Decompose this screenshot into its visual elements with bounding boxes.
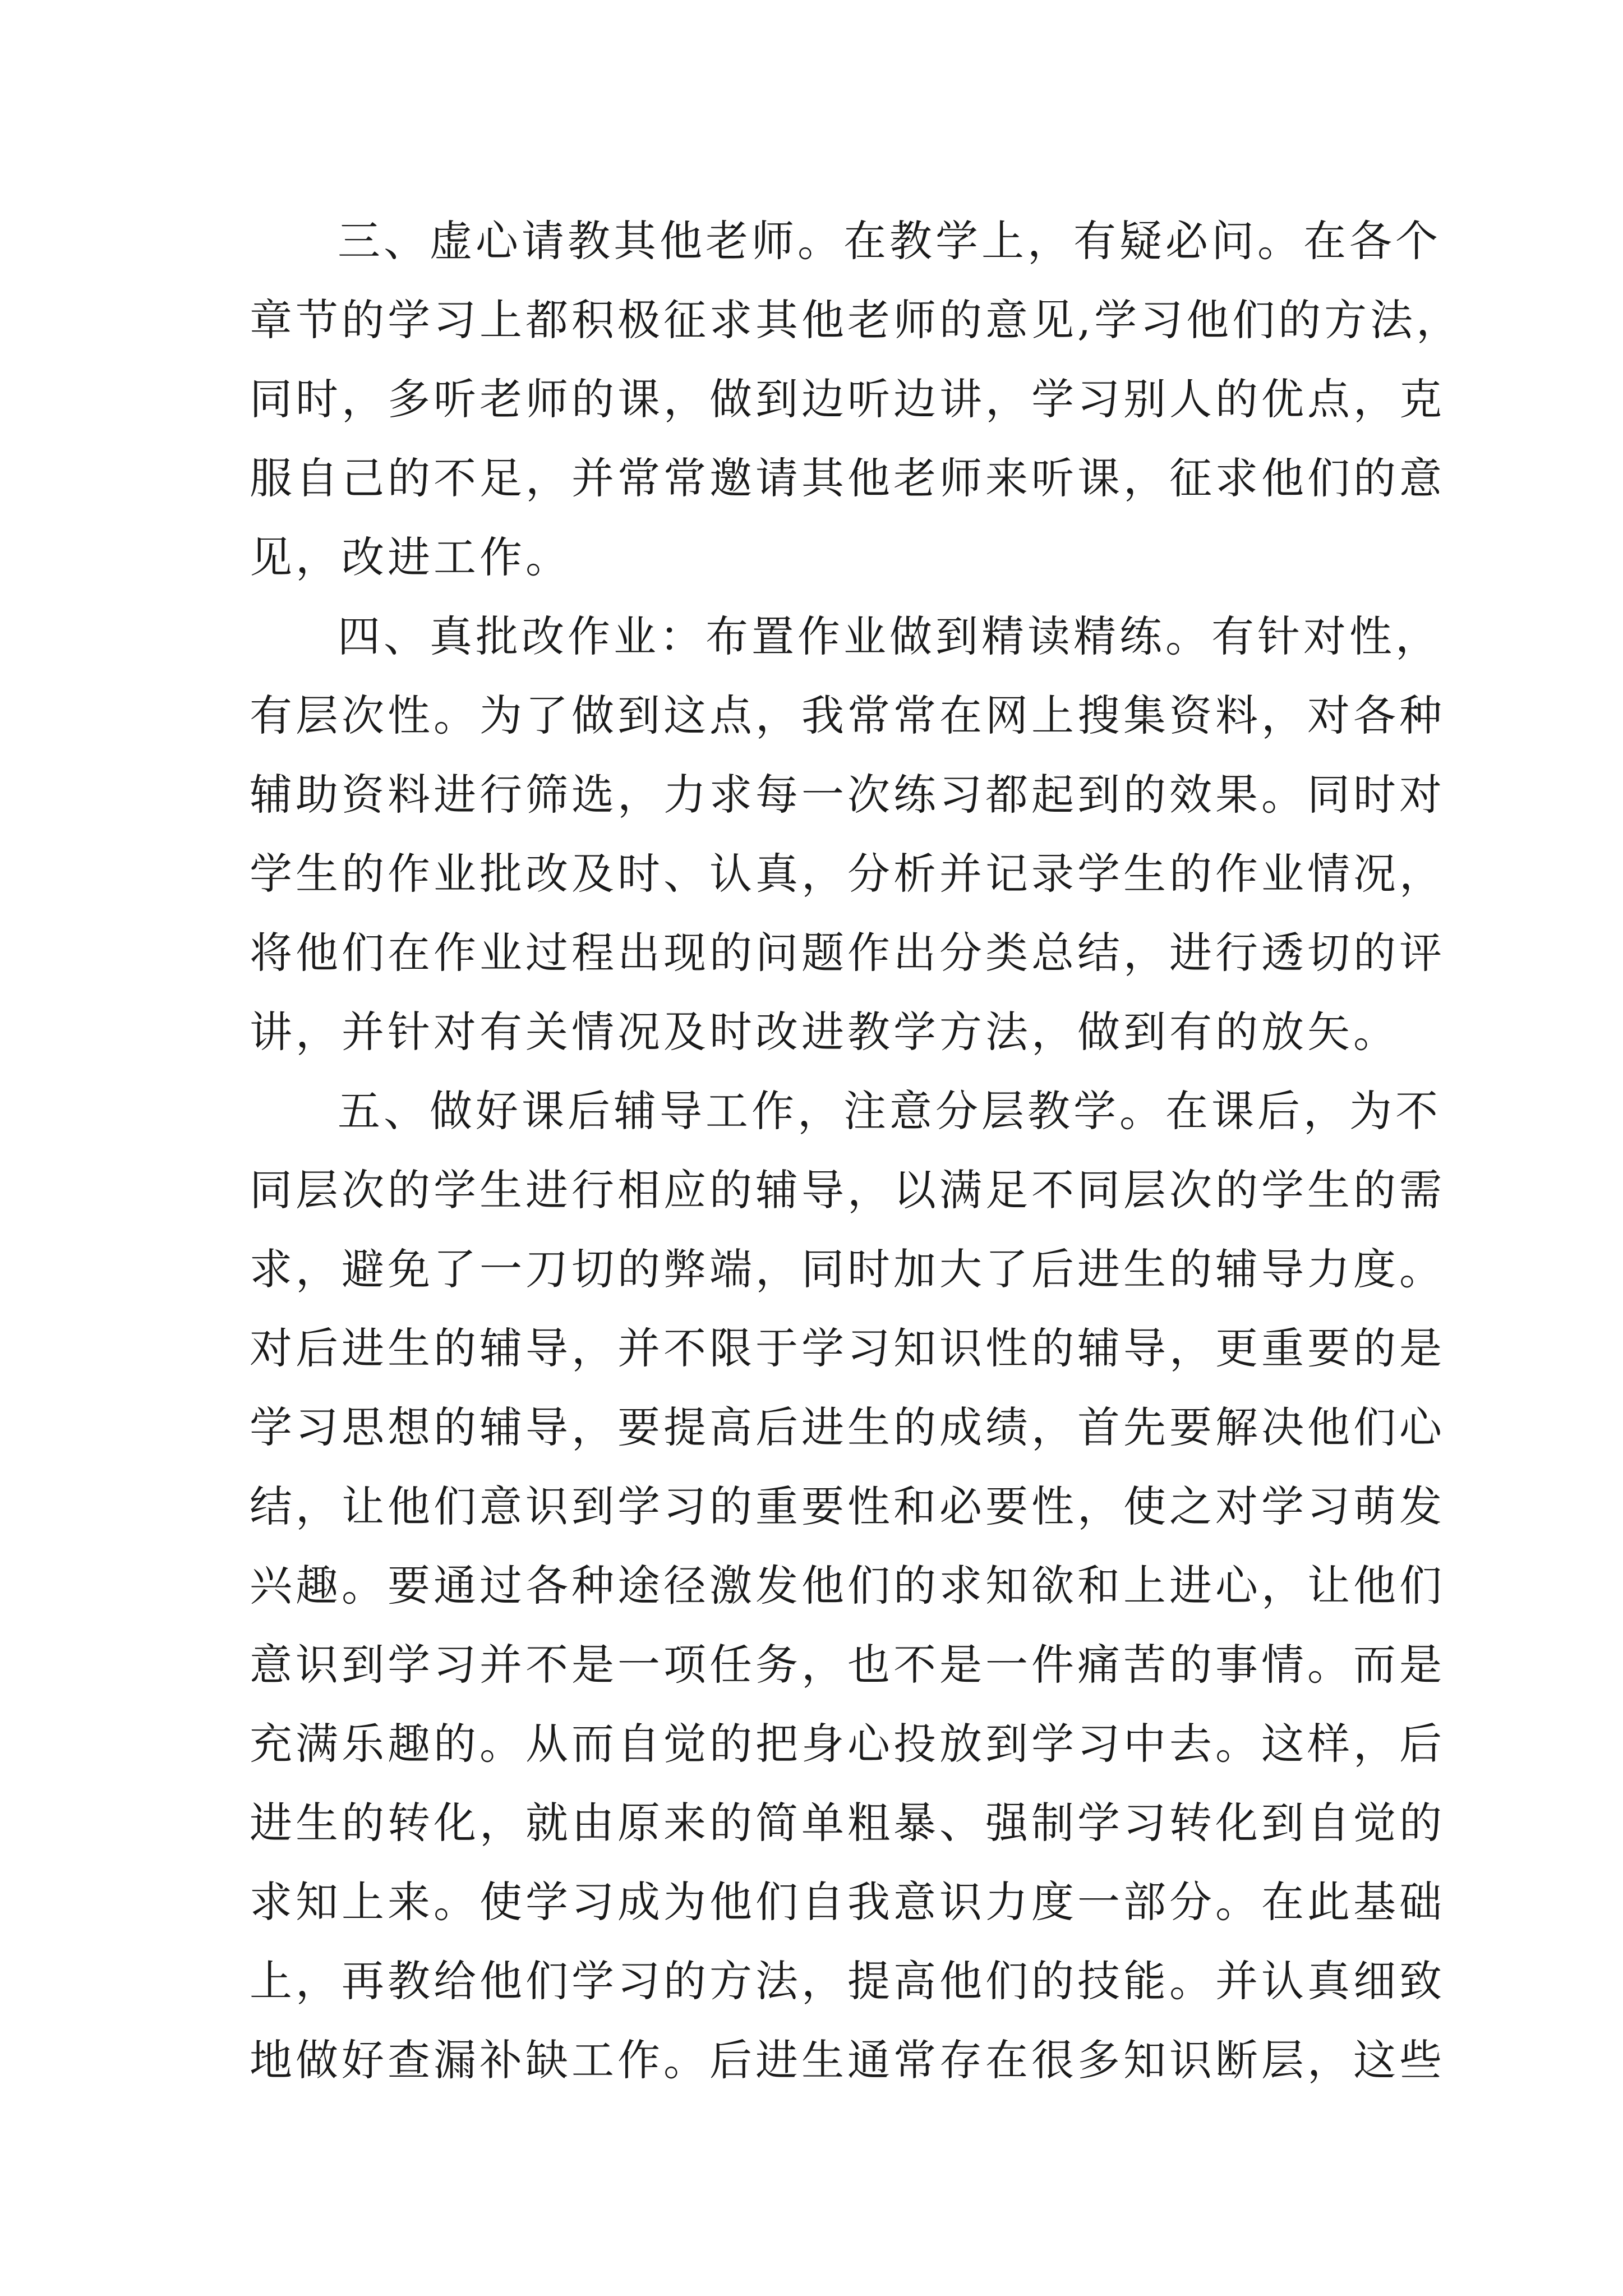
- paragraph-3-line-3: 求，避免了一刀切的弊端，同时加大了后进生的辅导力度。: [250, 1244, 1445, 1294]
- paragraph-3-line-5: 学习思想的辅导，要提高后进生的成绩，首先要解决他们心: [250, 1402, 1445, 1452]
- paragraph-1-line-4: 服自己的不足，并常常邀请其他老师来听课，征求他们的意: [250, 453, 1445, 503]
- paragraph-3-line-1: 五、做好课后辅导工作，注意分层教学。在课后，为不: [338, 1086, 1441, 1136]
- paragraph-1-line-5: 见，改进工作。: [250, 532, 571, 582]
- paragraph-3-line-10: 进生的转化，就由原来的简单粗暴、强制学习转化到自觉的: [250, 1798, 1445, 1848]
- paragraph-1-line-2: 章节的学习上都积极征求其他老师的意见,学习他们的方法，: [250, 295, 1463, 345]
- paragraph-3-line-11: 求知上来。使学习成为他们自我意识力度一部分。在此基础: [250, 1877, 1445, 1927]
- paragraph-3-line-13: 地做好查漏补缺工作。后进生通常存在很多知识断层，这些: [250, 2035, 1445, 2085]
- paragraph-2-line-1: 四、真批改作业：布置作业做到精读精练。有针对性，: [338, 611, 1441, 661]
- paragraph-3-line-2: 同层次的学生进行相应的辅导，以满足不同层次的学生的需: [250, 1165, 1445, 1215]
- paragraph-3-line-9: 充满乐趣的。从而自觉的把身心投放到学习中去。这样，后: [250, 1719, 1445, 1769]
- paragraph-3-line-8: 意识到学习并不是一项任务，也不是一件痛苦的事情。而是: [250, 1640, 1445, 1690]
- paragraph-3-line-7: 兴趣。要通过各种途径激发他们的求知欲和上进心，让他们: [250, 1561, 1445, 1611]
- paragraph-2-line-3: 辅助资料进行筛选，力求每一次练习都起到的效果。同时对: [250, 770, 1445, 820]
- paragraph-1-line-1: 三、虚心请教其他老师。在教学上，有疑必问。在各个: [338, 216, 1441, 266]
- paragraph-2-line-4: 学生的作业批改及时、认真，分析并记录学生的作业情况，: [250, 849, 1445, 899]
- paragraph-2-line-5: 将他们在作业过程出现的问题作出分类总结，进行透切的评: [250, 928, 1445, 978]
- paragraph-3-line-4: 对后进生的辅导，并不限于学习知识性的辅导，更重要的是: [250, 1323, 1445, 1373]
- paragraph-3-line-12: 上，再教给他们学习的方法，提高他们的技能。并认真细致: [250, 1956, 1445, 2006]
- paragraph-2-line-2: 有层次性。为了做到这点，我常常在网上搜集资料，对各种: [250, 691, 1445, 740]
- paragraph-2-line-6: 讲，并针对有关情况及时改进教学方法，做到有的放矢。: [250, 1007, 1399, 1057]
- paragraph-1-line-3: 同时，多听老师的课，做到边听边讲，学习别人的优点，克: [250, 374, 1445, 424]
- paragraph-3-line-6: 结，让他们意识到学习的重要性和必要性，使之对学习萌发: [250, 1481, 1445, 1531]
